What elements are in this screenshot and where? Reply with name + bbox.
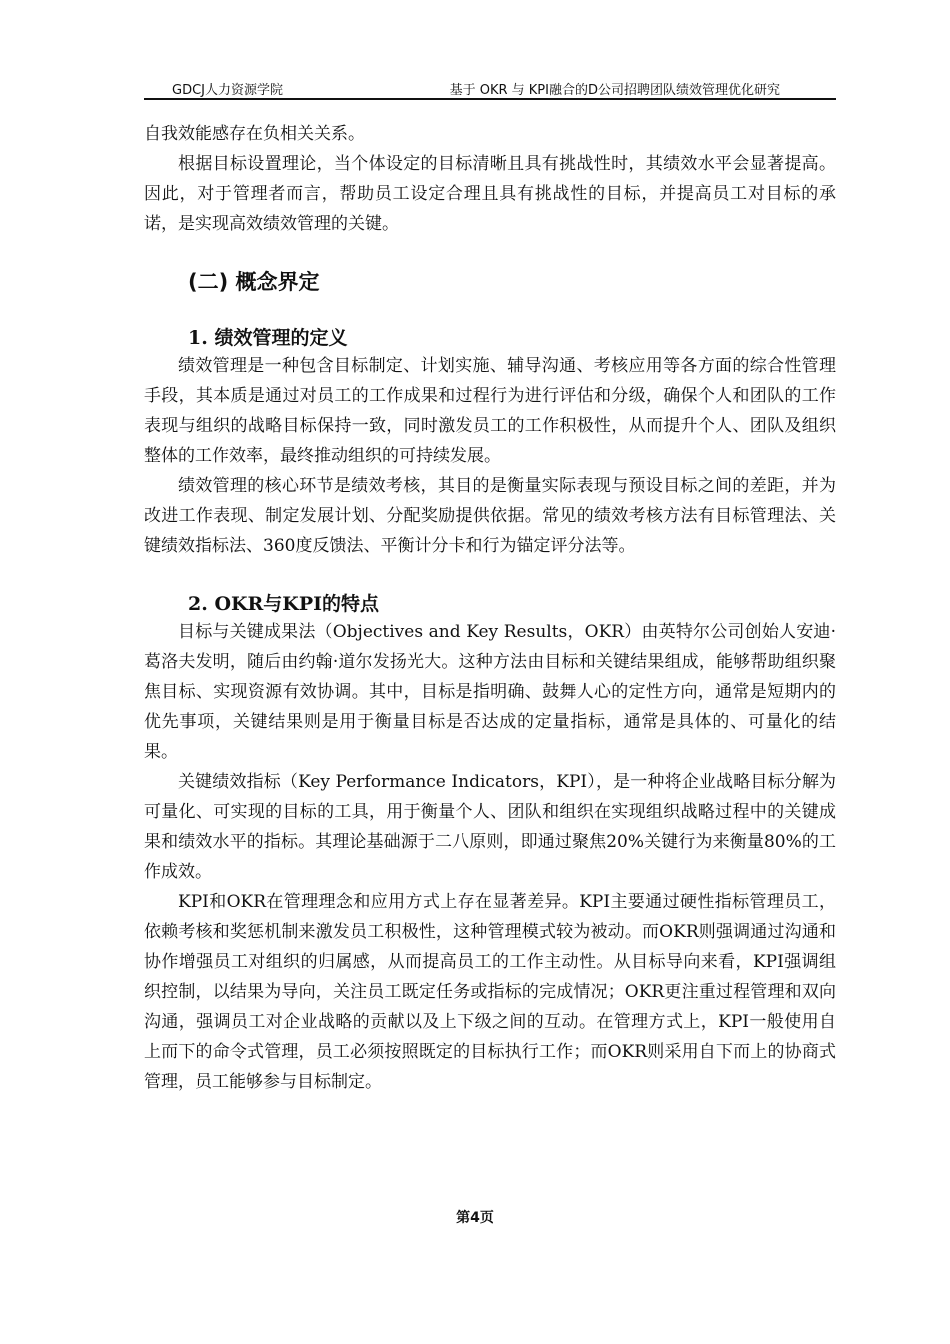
paragraph-goal-theory: 根据目标设置理论，当个体设定的目标清晰且具有挑战性时，其绩效水平会显著提高。因此，对于管理者而言，帮助员工设定合理且具有挑战性的目标，并提高员工对目标的承诺，是实现高效绩效管理的关键。 <box>144 154 836 234</box>
subsection-heading-1: 1. 绩效管理的定义 <box>188 327 348 349</box>
section-heading: (二) 概念界定 <box>188 270 320 294</box>
page-content <box>144 119 836 1097</box>
page-number: 第4页 <box>456 1210 494 1226</box>
header-school: GDCJ人力资源学院 <box>172 83 283 98</box>
paragraph-kpi-okr-comparison: KPI和OKR在管理理念和应用方式上存在显著差异。KPI主要通过硬性指标管理员工，依赖考核和奖惩机制来激发员工积极性，这种管理模式较为被动。而OKR则强调通过沟通和协作增强员工对组织的归属感，从而提高员工的工作主动性。从目标导向来看，KPI强调组织控制，以结果为导向，关注员工既定任务或指标的完成情况；OKR更注重过程管理和双向沟通，强调员工对企业战略的贡献以及上下级之间的互动。在管理方式上，KPI一般使用自上而下的命令式管理，员工必须按照既定的目标执行工作；而OKR则采用自下而上的协商式管理，员工能够参与目标制定。 <box>144 892 836 1092</box>
paragraph-continued: 自我效能感存在负相关关系。 <box>144 124 365 144</box>
page-header <box>144 76 836 100</box>
paragraph-kpi: 关键绩效指标（Key Performance Indicators，KPI），是一种将企业战略目标分解为可量化、可实现的目标的工具，用于衡量个人、团队和组织在实现组织战略过程中的关键成果和绩效水平的指标。其理论基础源于二八原则，即通过聚焦20%关键行为来衡量80%的工作成效。 <box>144 772 836 882</box>
header-thesis-title: 基于 OKR 与 KPI融合的D公司招聘团队绩效管理优化研究 <box>449 83 780 98</box>
paragraph-okr: 目标与关键成果法（Objectives and Key Results，OKR）由英特尔公司创始人安迪·葛洛夫发明，随后由约翰·道尔发扬光大。这种方法由目标和关键结果组成，能够帮助组织聚焦目标、实现资源有效协调。其中，目标是指明确、鼓舞人心的定性方向，通常是短期内的优先事项，关键结果则是用于衡量目标是否达成的定量指标，通常是具体的、可量化的结果。 <box>144 622 836 762</box>
paragraph-performance-appraisal: 绩效管理的核心环节是绩效考核，其目的是衡量实际表现与预设目标之间的差距，并为改进工作表现、制定发展计划、分配奖励提供依据。常见的绩效考核方法有目标管理法、关键绩效指标法、360度反馈法、平衡计分卡和行为锚定评分法等。 <box>144 476 836 556</box>
subsection-heading-2: 2. OKR与KPI的特点 <box>188 593 379 615</box>
paragraph-performance-definition: 绩效管理是一种包含目标制定、计划实施、辅导沟通、考核应用等各方面的综合性管理手段，其本质是通过对员工的工作成果和过程行为进行评估和分级，确保个人和团队的工作表现与组织的战略目标保持一致，同时激发员工的工作积极性，从而提升个人、团队及组织整体的工作效率，最终推动组织的可持续发展。 <box>144 356 836 466</box>
